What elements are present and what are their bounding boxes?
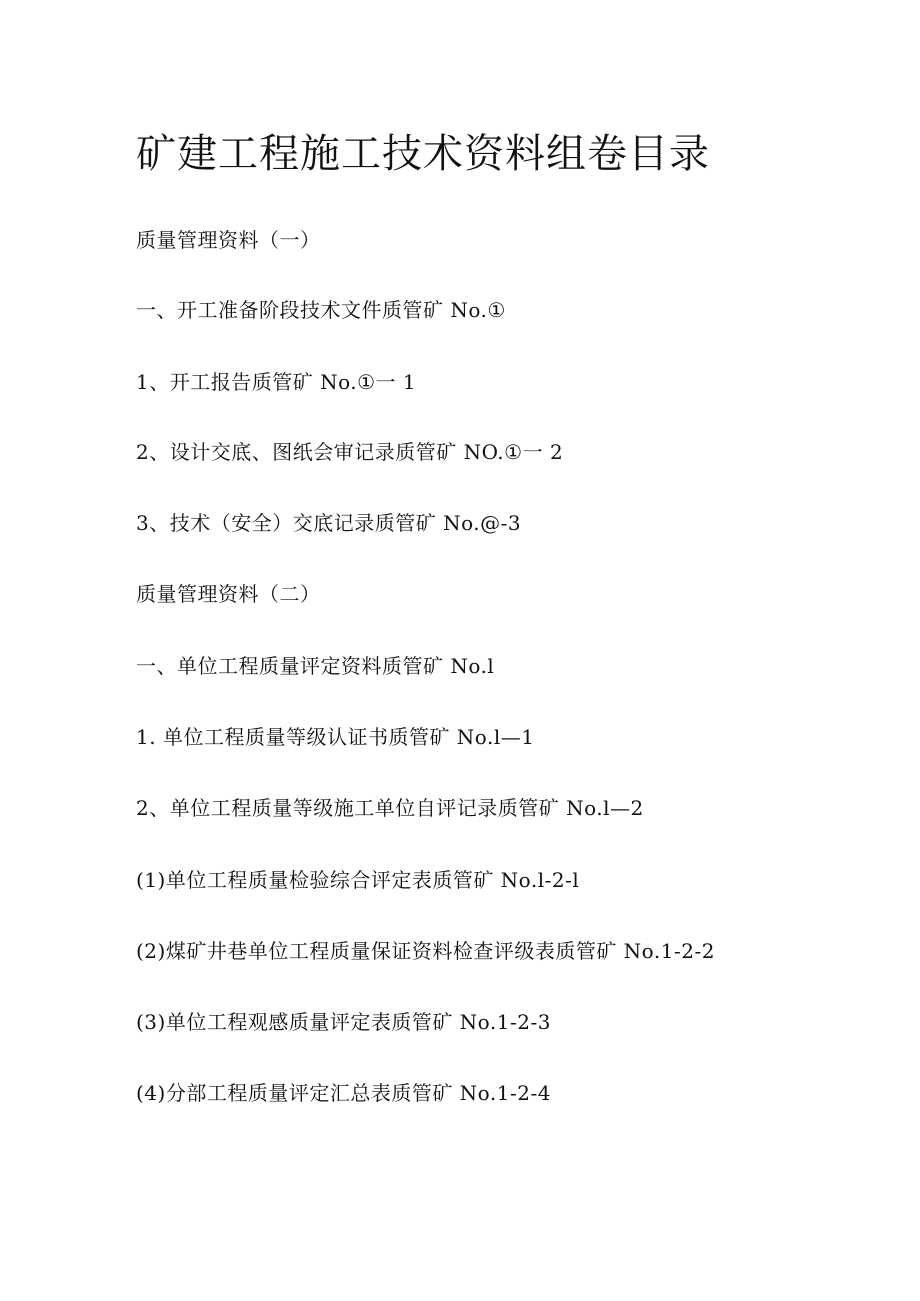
toc-line: 1. 单位工程质量等级认证书质管矿 No.l—1 bbox=[136, 725, 535, 749]
toc-line: 2、设计交底、图纸会审记录质管矿 NO.①一 2 bbox=[136, 440, 564, 464]
toc-line: (2)煤矿井巷单位工程质量保证资料检查评级表质管矿 No.1-2-2 bbox=[136, 939, 715, 963]
toc-line: (3)单位工程观感质量评定表质管矿 No.1-2-3 bbox=[136, 1010, 551, 1034]
section-heading-1: 质量管理资料（一） bbox=[136, 228, 321, 252]
toc-line: (4)分部工程质量评定汇总表质管矿 No.1-2-4 bbox=[136, 1081, 551, 1105]
toc-line: 2、单位工程质量等级施工单位自评记录质管矿 No.l—2 bbox=[136, 796, 644, 820]
toc-line: (1)单位工程质量检验综合评定表质管矿 No.l-2-l bbox=[136, 868, 580, 892]
toc-line: 1、开工报告质管矿 No.①一 1 bbox=[136, 370, 417, 394]
document-title: 矿建工程施工技术资料组卷目录 bbox=[136, 131, 710, 177]
toc-line: 一、单位工程质量评定资料质管矿 No.l bbox=[136, 654, 495, 678]
toc-line: 一、开工准备阶段技术文件质管矿 No.① bbox=[136, 298, 506, 322]
toc-line: 3、技术（安全）交底记录质管矿 No.@-3 bbox=[136, 511, 522, 535]
section-heading-2: 质量管理资料（二） bbox=[136, 582, 321, 606]
